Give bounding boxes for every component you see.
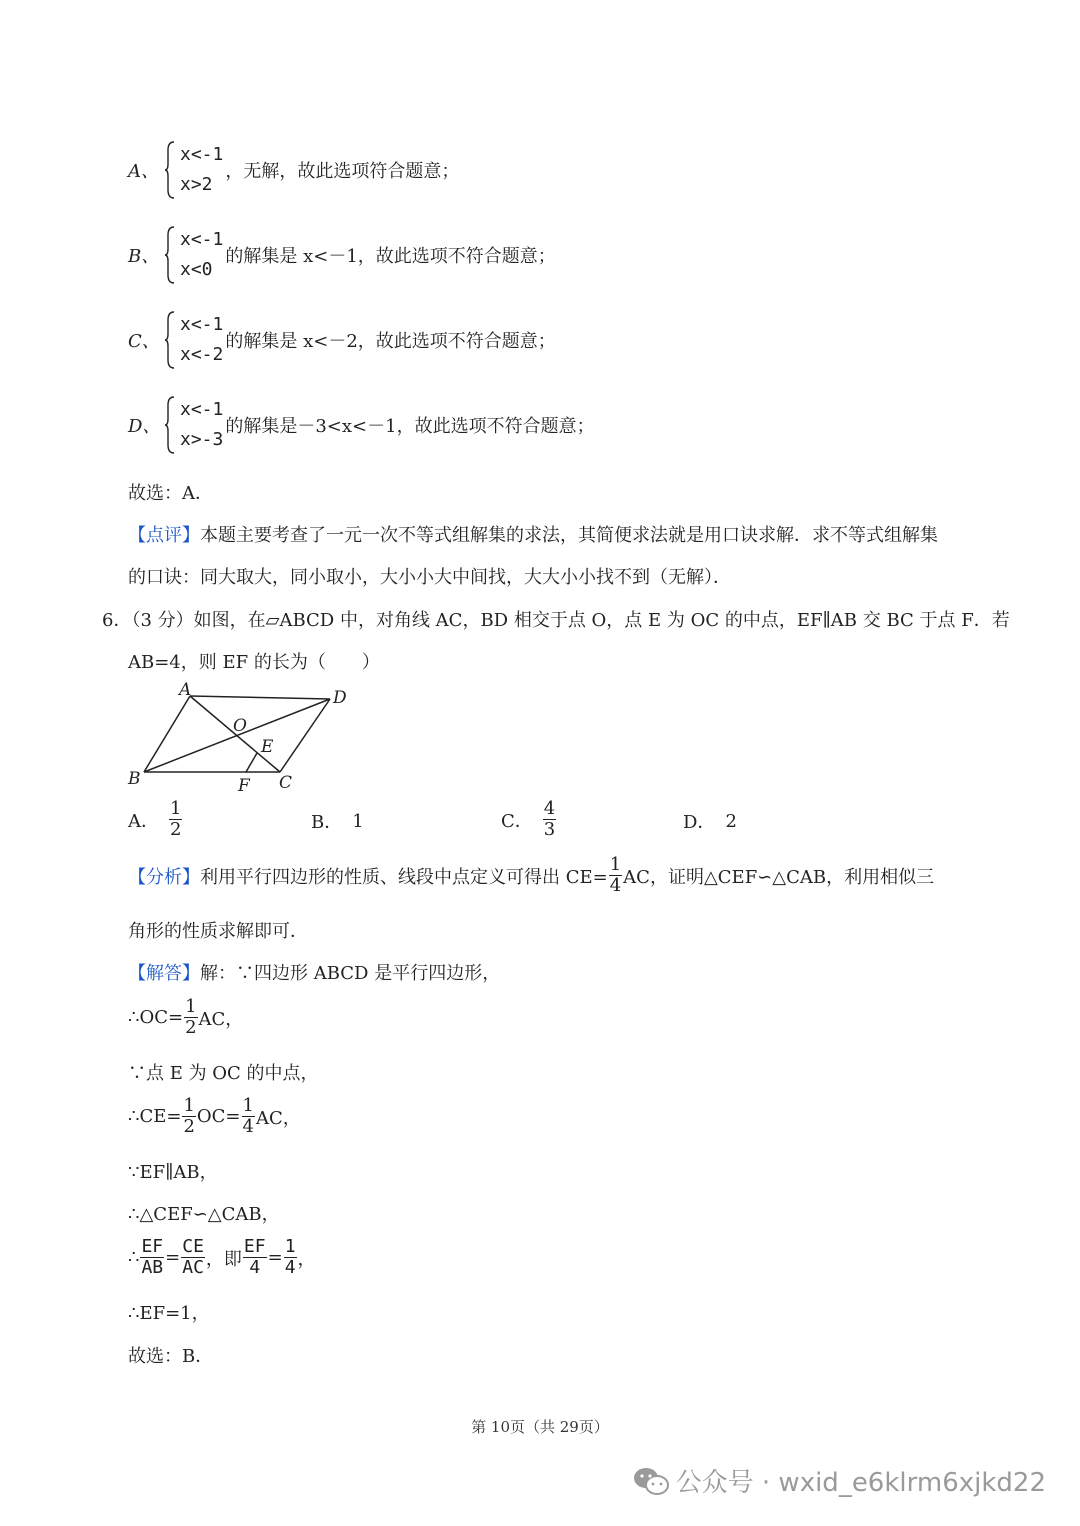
solution-intro-text: 解：∵四边形 ABCD 是平行四边形， <box>200 963 501 984</box>
choice-value: 1 <box>352 810 364 832</box>
inequality-1: x<-1 <box>180 314 224 335</box>
choice-c <box>501 800 557 839</box>
step-text: ∴CE= <box>128 1106 182 1127</box>
label-a: A <box>179 680 192 700</box>
solution-step-1 <box>128 998 243 1037</box>
option-text: 的解集是 x<－1，故此选项不符合题意； <box>225 246 556 267</box>
step-text: ， <box>297 1248 316 1270</box>
choice-b <box>311 808 364 834</box>
analysis-line-2: 角形的性质求解即可． <box>128 921 308 942</box>
previous-answer: 故选：A． <box>128 483 213 504</box>
inequality-1: x<-1 <box>180 229 224 250</box>
numerator: CE <box>182 1236 204 1257</box>
denominator: 4 <box>242 1116 254 1137</box>
comment-tag: 【点评】 <box>128 525 200 546</box>
choice-d <box>683 808 737 834</box>
wechat-icon <box>632 1465 670 1497</box>
question-text-1: （3 分）如图，在▱ABCD 中，对角线 AC，BD 相交于点 O，点 E 为 OC 的中点，EF∥AB 交 BC 于点 F．若 <box>131 610 1010 631</box>
option-text: ，无解，故此选项符合题意； <box>225 161 460 182</box>
inequality-2: x<0 <box>180 259 213 280</box>
brace-icon <box>164 395 176 455</box>
denominator: 4 <box>609 875 622 896</box>
watermark <box>632 1462 1046 1499</box>
option-text: 的解集是－3<x<－1，故此选项不符合题意； <box>225 416 595 437</box>
equals-sign: = <box>267 1247 283 1268</box>
question-line-2: AB=4，则 EF 的长为（ ） <box>128 652 380 673</box>
parallelogram-figure <box>120 678 360 798</box>
step-text: AC， <box>255 1107 301 1129</box>
label-b: B <box>128 769 141 789</box>
numerator: 1 <box>185 996 197 1017</box>
label-e: E <box>261 737 274 757</box>
numerator: 1 <box>183 1095 195 1116</box>
analysis-text-post: AC，证明△CEF∽△CAB，利用相似三 <box>623 866 935 888</box>
comment-line-1 <box>128 521 938 547</box>
comment-text-1: 本题主要考查了一元一次不等式组解集的求法，其简便求法就是用口诀求解．求不等式组解集 <box>200 525 938 546</box>
step-text: ∴ <box>128 1247 140 1268</box>
option-c-system <box>128 310 556 370</box>
denominator: 4 <box>249 1257 261 1278</box>
numerator: EF <box>141 1236 164 1257</box>
brace-icon <box>164 310 176 370</box>
analysis-tag: 【分析】 <box>128 866 200 888</box>
denominator: 3 <box>543 819 556 840</box>
option-b-system <box>128 225 556 285</box>
option-label: A、 <box>128 161 159 182</box>
choice-label: D． <box>683 812 716 833</box>
solution-answer: 故选：B． <box>128 1346 214 1367</box>
numerator: 4 <box>543 798 556 819</box>
question-number: 6． <box>102 610 132 631</box>
watermark-text: 公众号 · wxid_e6klrm6xjkd22 <box>675 1468 1046 1498</box>
inequality-2: x>-3 <box>180 429 224 450</box>
comment-line-2: 的口诀：同大取大，同小取小，大小小大中间找，大大小小找不到（无解）． <box>128 567 731 588</box>
solution-step-5: ∴△CEF∽△CAB， <box>128 1204 280 1225</box>
denominator: 2 <box>170 819 182 840</box>
choice-label: A． <box>128 810 159 832</box>
denominator: AC <box>182 1257 204 1278</box>
option-label: B、 <box>128 246 160 267</box>
analysis-text-pre: 利用平行四边形的性质、线段中点定义可得出 CE= <box>200 866 608 888</box>
option-a-system <box>128 140 459 200</box>
solution-step-6 <box>128 1238 316 1277</box>
page-footer: 第 10页（共 29页） <box>471 1418 609 1436</box>
inequality-1: x<-1 <box>180 399 224 420</box>
choice-label: B． <box>311 812 343 833</box>
label-d: D <box>333 688 347 708</box>
denominator: 2 <box>185 1017 197 1038</box>
inequality-1: x<-1 <box>180 144 224 165</box>
step-text: OC= <box>196 1106 241 1127</box>
solution-intro <box>128 959 500 985</box>
step-text: ∴OC= <box>128 1007 184 1028</box>
label-f: F <box>238 776 250 796</box>
denominator: 2 <box>183 1116 195 1137</box>
numerator: 1 <box>170 798 182 819</box>
solution-tag: 【解答】 <box>128 963 200 984</box>
question-line-1 <box>102 606 1010 632</box>
numerator: 1 <box>242 1095 254 1116</box>
numerator: 1 <box>609 854 622 875</box>
solution-step-3 <box>128 1097 301 1136</box>
option-text: 的解集是 x<－2，故此选项不符合题意； <box>225 331 556 352</box>
label-c: C <box>279 773 293 793</box>
analysis-line-1 <box>128 856 934 895</box>
choice-value: 2 <box>725 810 737 832</box>
inequality-2: x>2 <box>180 174 213 195</box>
numerator: 1 <box>284 1236 296 1257</box>
step-text: AC， <box>198 1008 244 1030</box>
label-o: O <box>233 716 247 736</box>
denominator: AB <box>141 1257 164 1278</box>
solution-step-2: ∵点 E 为 OC 的中点， <box>128 1063 319 1084</box>
choice-a <box>128 800 183 839</box>
solution-step-4: ∵EF∥AB， <box>128 1162 218 1183</box>
inequality-2: x<-2 <box>180 344 224 365</box>
step-text: ，即 <box>205 1248 242 1270</box>
solution-step-7: ∴EF=1， <box>128 1303 210 1324</box>
option-d-system <box>128 395 595 455</box>
brace-icon <box>164 225 176 285</box>
numerator: EF <box>243 1236 266 1257</box>
brace-icon <box>164 140 176 200</box>
option-label: D、 <box>128 416 161 437</box>
equals-sign: = <box>165 1247 181 1268</box>
denominator: 4 <box>284 1257 296 1278</box>
choice-label: C． <box>501 810 533 832</box>
option-label: C、 <box>128 331 160 352</box>
